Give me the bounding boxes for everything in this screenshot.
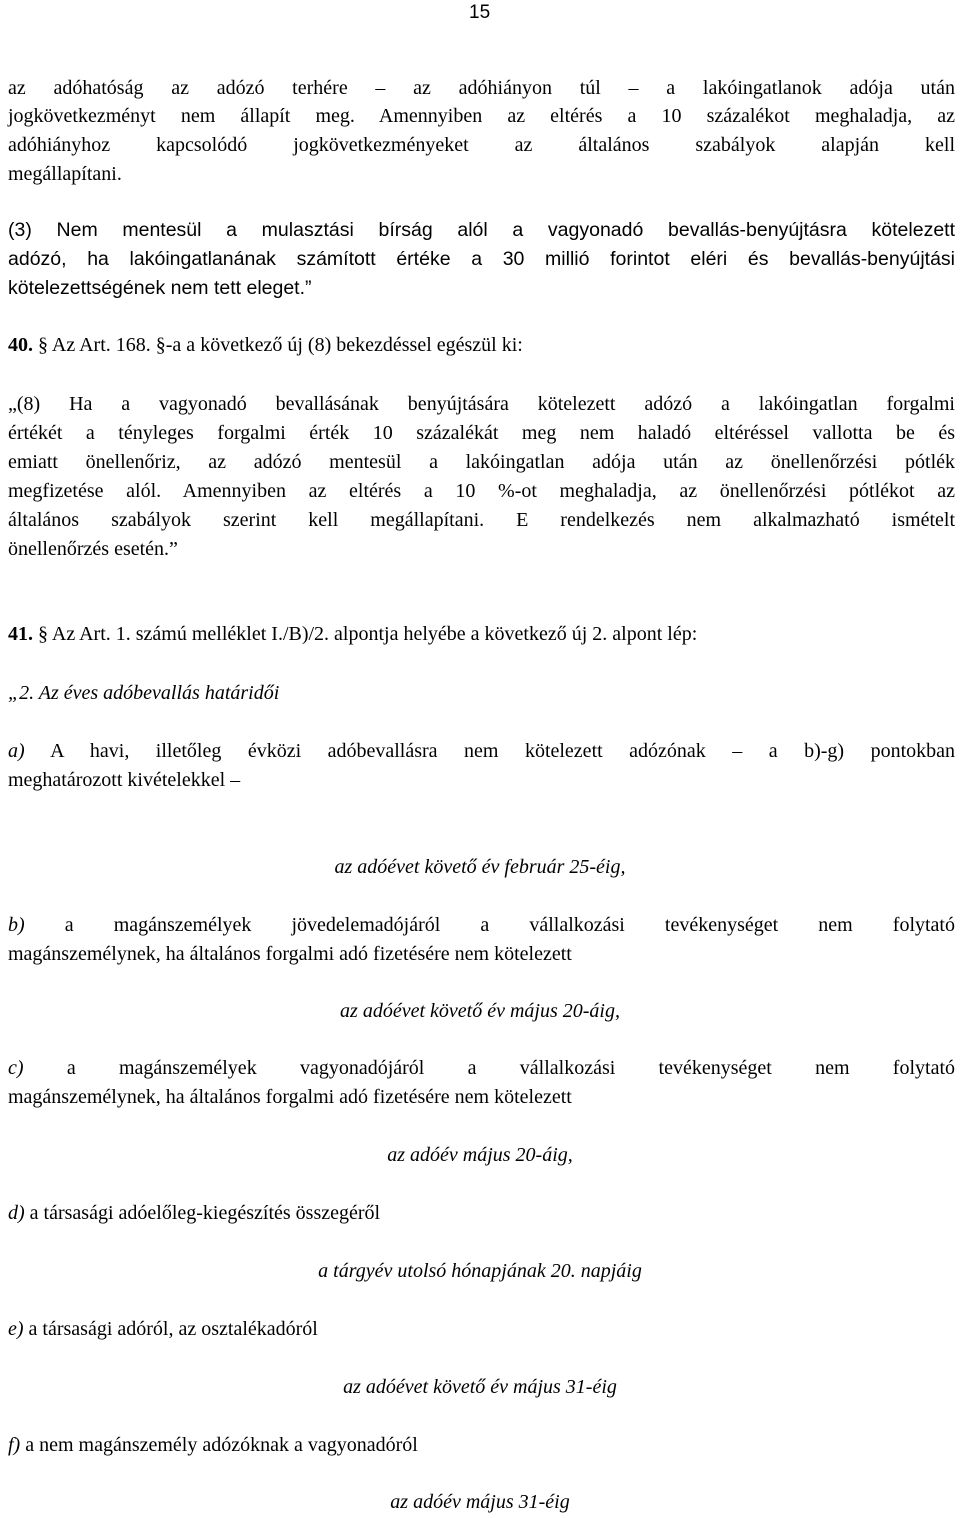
item-f-line: f) a nem magánszemély adózóknak a vagyonadóról [8, 1434, 418, 1456]
paragraph-line: (3) Nem mentesül a mulasztási bírság alól a vagyonadó bevallás-benyújtásra kötelezett [8, 219, 955, 241]
item-c-deadline: az adóév május 20-áig, [387, 1144, 573, 1166]
paragraph-line: általános szabályok szerint kell megállapítani. E rendelkezés nem alkalmazható ismételt [8, 509, 955, 531]
paragraph-line: adózó, ha lakóingatlanának számított értéke a 30 millió forintot eléri és bevallás-benyújtási [8, 248, 955, 270]
paragraph-line: megfizetése alól. Amennyiben az eltérés a 10 %-ot meghaladja, az önellenőrzési pótlékot az [8, 480, 955, 502]
section-41 [8, 620, 697, 648]
paragraph-line: „(8) Ha a vagyonadó bevallásának benyújtására kötelezett adózó a lakóingatlan forgalmi [8, 393, 955, 415]
item-e-line: e) a társasági adóról, az osztalékadóról [8, 1318, 318, 1340]
section-40 [8, 331, 523, 359]
item-d-deadline: a tárgyév utolsó hónapjának 20. napjáig [318, 1260, 642, 1282]
item-b-line: magánszemélynek, ha általános forgalmi adó fizetésére nem kötelezett [8, 943, 572, 965]
item-b-line: b) a magánszemélyek jövedelemadójáról a vállalkozási tevékenységet nem folytató [8, 914, 955, 936]
section-number: 41. [8, 623, 33, 645]
paragraph-line: az adóhatóság az adózó terhére – az adóhiányon túl – a lakóingatlanok adója után [8, 77, 955, 99]
paragraph-line: kötelezettségének nem tett eleget.” [8, 277, 312, 299]
section-number: 40. [8, 334, 33, 356]
paragraph-line: értékét a tényleges forgalmi érték 10 százalékát meg nem haladó eltéréssel vallotta be és [8, 422, 955, 444]
item-d-line: d) a társasági adóelőleg-kiegészítés összegéről [8, 1202, 381, 1224]
item-b-deadline: az adóévet követő év május 20-áig, [340, 1000, 620, 1022]
paragraph-line: megállapítani. [8, 163, 122, 185]
paragraph-line: adóhiányhoz kapcsolódó jogkövetkezményeket az általános szabályok alapján kell [8, 134, 955, 156]
paragraph-line: jogkövetkezményt nem állapít meg. Amennyiben az eltérés a 10 százalékot meghaladja, az [8, 105, 955, 127]
page-number: 15 [469, 2, 491, 23]
item-f-deadline: az adóév május 31-éig [390, 1491, 570, 1513]
paragraph-line: emiatt önellenőriz, az adózó mentesül a lakóingatlan adója után az önellenőrzési pótlék [8, 451, 955, 473]
item-c-line: magánszemélynek, ha általános forgalmi adó fizetésére nem kötelezett [8, 1086, 572, 1108]
paragraph-line: önellenőrzés esetén.” [8, 538, 178, 560]
section-text: § Az Art. 168. §-a a következő új (8) bekezdéssel egészül ki: [38, 334, 523, 356]
item-a-line: a) A havi, illetőleg évközi adóbevallásra nem kötelezett adózónak – a b)-g) pontokban [8, 740, 955, 762]
subsection-heading: „2. Az éves adóbevallás határidői [8, 682, 280, 704]
item-e-deadline: az adóévet követő év május 31-éig [343, 1376, 617, 1398]
item-a-deadline: az adóévet követő év február 25-éig, [334, 856, 626, 878]
section-text: § Az Art. 1. számú melléklet I./B)/2. alpontja helyébe a következő új 2. alpont lép: [38, 623, 698, 645]
item-c-line: c) a magánszemélyek vagyonadójáról a vállalkozási tevékenységet nem folytató [8, 1057, 956, 1079]
item-a-line: meghatározott kivételekkel – [8, 769, 241, 791]
